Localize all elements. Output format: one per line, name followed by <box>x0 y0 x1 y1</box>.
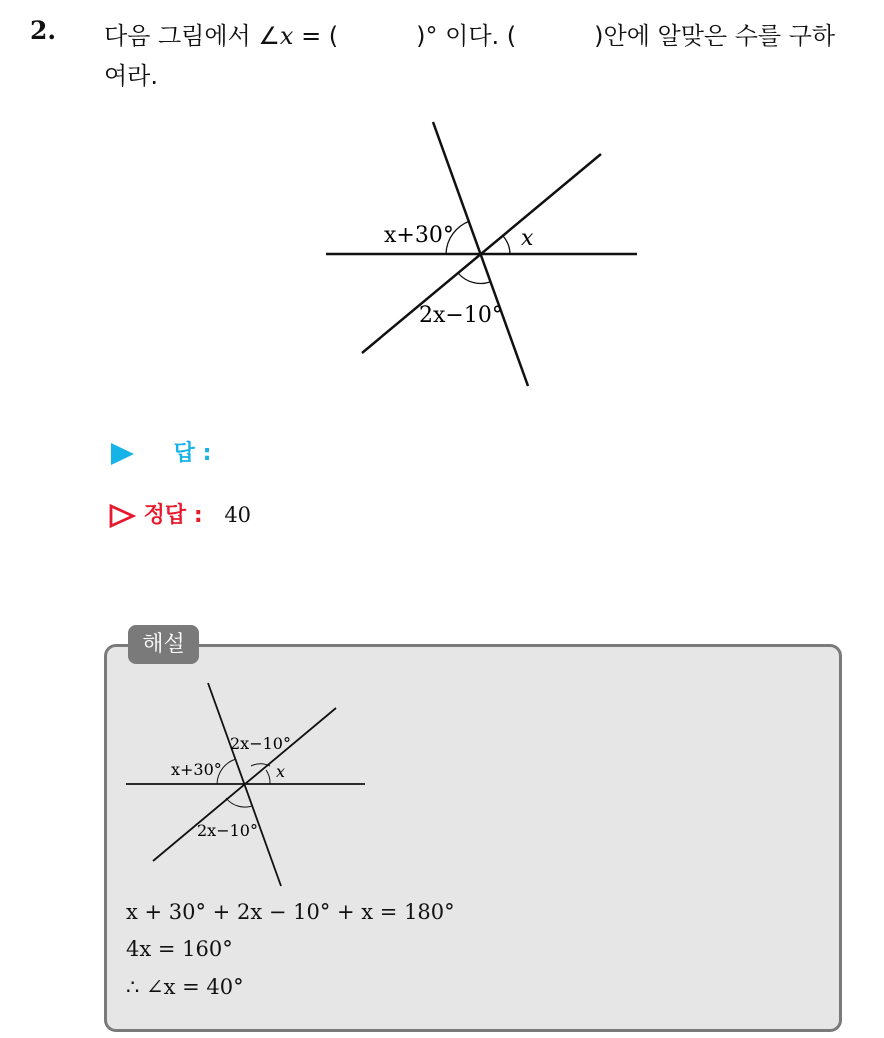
figure-label-right: x <box>521 226 534 251</box>
solution-tag: 해설 <box>128 625 199 664</box>
solution-arc-bottom <box>226 798 252 807</box>
figure-label-bottom: 2x−10° <box>419 303 503 328</box>
correct-answer-label: 정답 : <box>143 503 203 528</box>
correct-answer-value: 40 <box>224 503 252 527</box>
solution-arc-right <box>266 770 270 784</box>
solution-equation-1: x + 30° + 2x − 10° + x = 180° <box>126 900 455 924</box>
solution-equation-3: ∴ ∠x = 40° <box>126 975 244 999</box>
solution-label-right: x <box>276 762 286 781</box>
question-text-c: )° 이다. ( <box>416 22 517 50</box>
question-number: 2. <box>30 16 57 45</box>
solution-equation-2: 4x = 160° <box>126 937 233 961</box>
figure-label-left: x+30° <box>384 223 454 248</box>
question-variable: x <box>279 22 294 50</box>
answer-label: 답 : <box>173 441 212 466</box>
question-text-b: = ( <box>293 22 339 50</box>
question-text-d: )안에 알맞은 수를 구하 <box>594 22 836 50</box>
solution-label-left: x+30° <box>171 760 222 779</box>
question-text-line2: 여라. <box>104 62 158 90</box>
solution-label-bottom: 2x−10° <box>197 821 258 840</box>
question-text-a: 다음 그림에서 ∠ <box>104 22 280 50</box>
solution-label-top: 2x−10° <box>230 734 291 753</box>
